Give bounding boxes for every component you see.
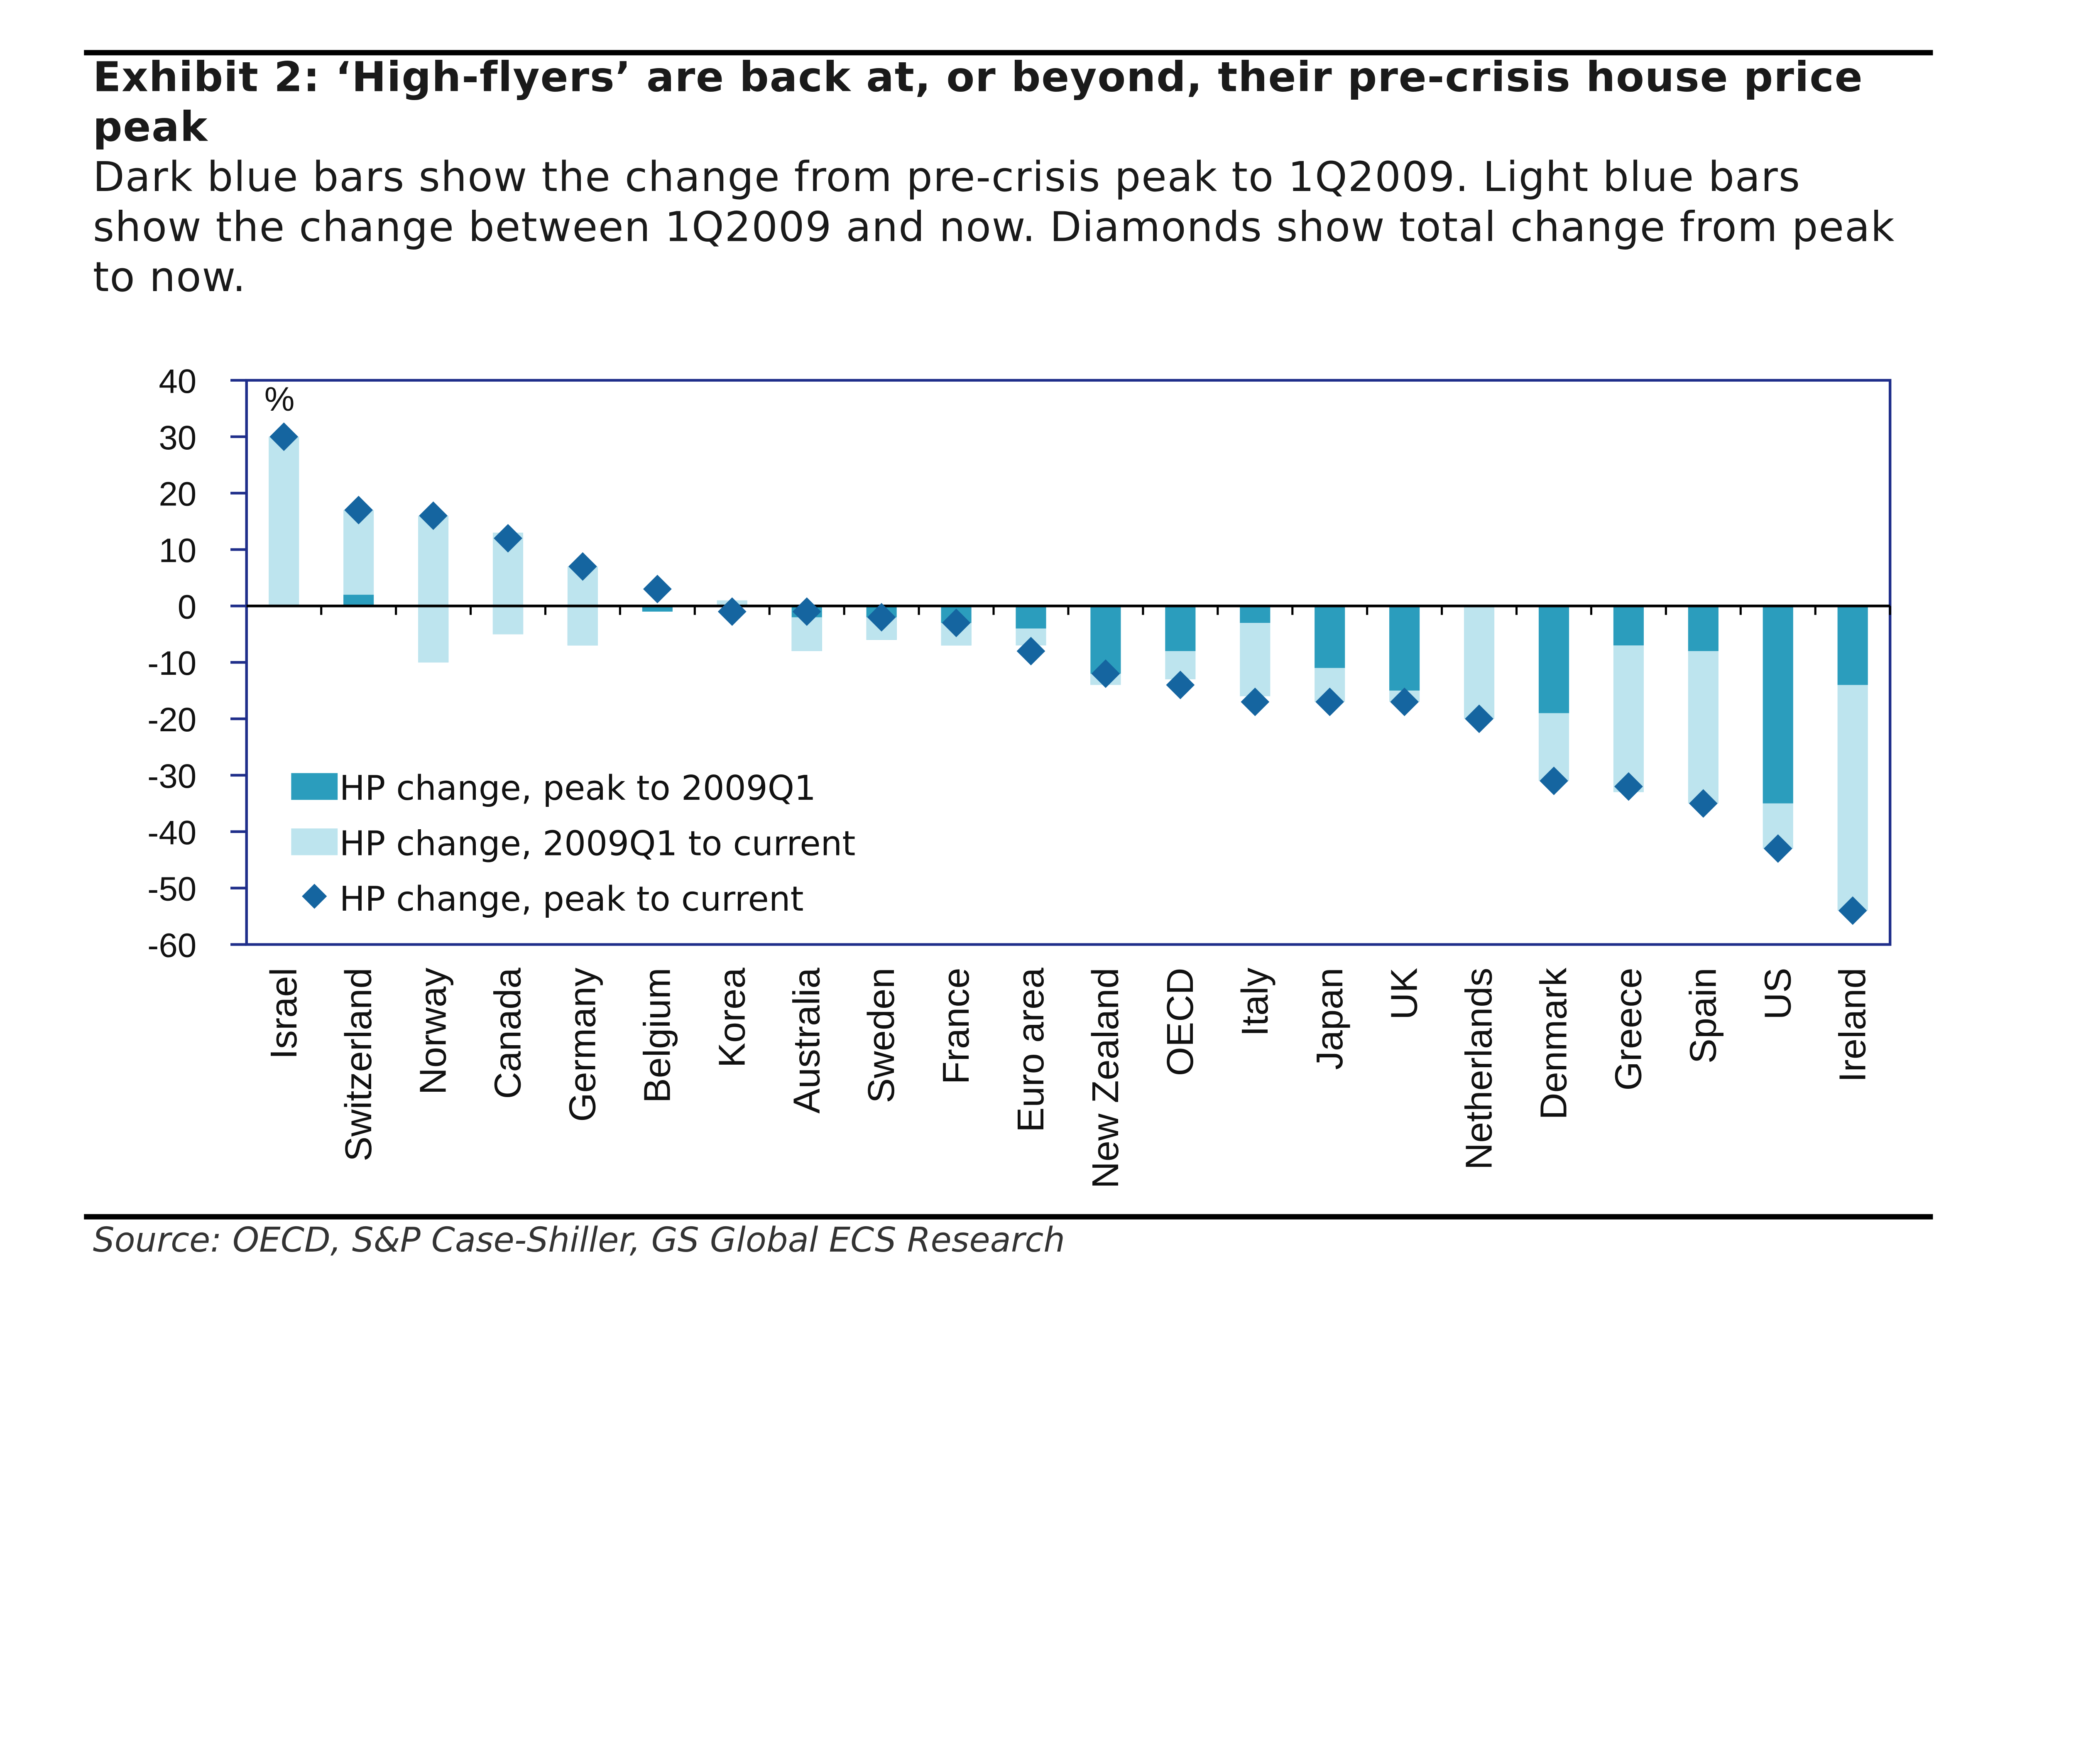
legend-diamond-icon [302, 884, 327, 909]
y-tick-label: 30 [159, 419, 197, 457]
bar-peak-to-2009q1 [1315, 606, 1345, 668]
x-category-label: UK [1383, 968, 1425, 1020]
x-category-label: Israel [262, 968, 305, 1060]
x-category-label: Germany [561, 968, 604, 1122]
y-tick-label: -10 [147, 644, 197, 683]
bar-2009q1-to-current [1240, 623, 1270, 696]
unit-label: % [264, 380, 295, 418]
x-category-label: New Zealand [1085, 968, 1127, 1189]
x-category-label: Norway [412, 968, 454, 1095]
x-category-label: Sweden [860, 968, 903, 1103]
x-category-label: Belgium [636, 968, 678, 1103]
bar-peak-to-2009q1 [1838, 606, 1868, 685]
x-category-label: France [935, 968, 977, 1085]
bar-peak-to-2009q1 [1016, 606, 1046, 628]
x-category-label: OECD [1159, 968, 1201, 1076]
y-tick-label: 40 [159, 362, 197, 400]
diamond-peak-to-current [643, 575, 672, 603]
x-category-label: Korea [711, 968, 753, 1068]
x-category-label: Spain [1682, 968, 1724, 1064]
bar-peak-to-2009q1 [1613, 606, 1644, 645]
bar-2009q1-to-current [1838, 685, 1868, 910]
legend [291, 769, 855, 919]
bar-2009q1-to-current [418, 516, 448, 662]
x-category-label: Switzerland [337, 968, 379, 1162]
legend-swatch-light [291, 828, 338, 855]
y-tick-label: -30 [147, 757, 197, 795]
y-tick-label: 10 [159, 532, 197, 570]
bar-2009q1-to-current [269, 437, 299, 606]
source-note: Source: OECD, S&P Case-Shiller, GS Global ECS Research [93, 1221, 1065, 1261]
x-category-label: US [1757, 968, 1799, 1020]
y-axis [147, 363, 247, 965]
y-tick-label: -20 [147, 701, 197, 739]
y-tick-label: 0 [177, 588, 197, 626]
y-tick-label: 20 [159, 475, 197, 513]
x-category-label: Netherlands [1458, 968, 1500, 1170]
bottom-rule [84, 1214, 1933, 1220]
x-category-label: Denmark [1533, 968, 1575, 1120]
x-category-label: Ireland [1831, 968, 1874, 1083]
bar-peak-to-2009q1 [343, 595, 374, 606]
x-category-label: Canada [487, 968, 529, 1099]
bar-2009q1-to-current [1464, 606, 1494, 719]
y-tick-label: -50 [147, 870, 197, 908]
y-tick-label: -60 [147, 926, 197, 965]
legend-swatch-dark [291, 773, 338, 800]
x-axis-labels [263, 968, 1874, 1189]
bar-peak-to-2009q1 [1165, 606, 1195, 651]
x-category-label: Japan [1308, 968, 1351, 1070]
exhibit-title: Exhibit 2: ‘High-flyers’ are back at, or beyond, their pre-crisis house price peak [93, 55, 1863, 152]
exhibit-subtitle: Dark blue bars show the change from pre-crisis peak to 1Q2009. Light blue bars show the change between 1Q2009 and now. Diamonds show total change from peak to now. [93, 155, 1895, 302]
bar-peak-to-2009q1 [1539, 606, 1569, 713]
y-tick-label: -40 [147, 813, 197, 852]
bar-peak-to-2009q1 [1389, 606, 1420, 691]
legend-label-peak-to-current: HP change, peak to current [339, 879, 804, 919]
x-category-label: Euro area [1010, 968, 1052, 1132]
legend-label-2009q1-to-current: HP change, 2009Q1 to current [339, 824, 856, 864]
bar-2009q1-to-current [1688, 651, 1719, 804]
legend-label-peak-to-2009q1: HP change, peak to 2009Q1 [339, 769, 816, 808]
bar-peak-to-2009q1 [1688, 606, 1719, 651]
bar-2009q1-to-current [1613, 645, 1644, 792]
x-category-label: Australia [786, 968, 828, 1114]
bar-peak-to-2009q1 [1240, 606, 1270, 623]
x-category-label: Greece [1607, 968, 1650, 1091]
bar-peak-to-2009q1 [1763, 606, 1793, 804]
x-category-label: Italy [1234, 968, 1276, 1036]
